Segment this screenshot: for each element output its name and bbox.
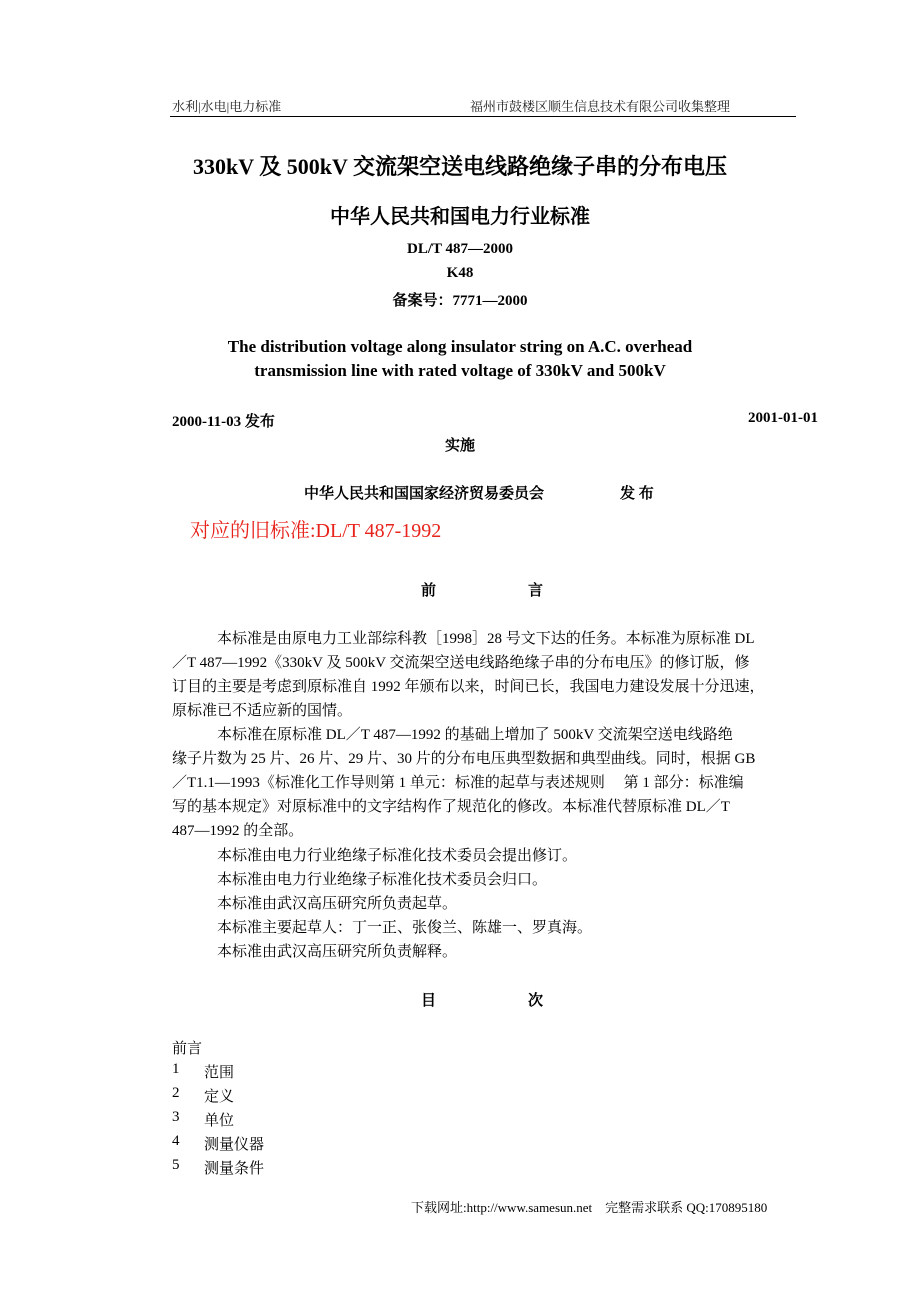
english-title-line1: The distribution voltage along insulator string on A.C. overhead	[227, 337, 693, 356]
foreword-line: 订目的主要是考虑到原标准自 1992 年颁布以来，时间已长，我国电力建设发展十分迅速，	[172, 679, 765, 695]
foreword-line: 本标准是由原电力工业部综科教［1998］28 号文下达的任务。本标准为原标准 DL	[172, 631, 755, 647]
foreword-line: 487—1992 的全部。	[172, 823, 304, 839]
foreword-line: 本标准主要起草人：丁一正、张俊兰、陈雄一、罗真海。	[172, 920, 593, 936]
header-right: 福州市鼓楼区顺生信息技术有限公司收集整理	[470, 99, 731, 114]
foreword-line: 本标准在原标准 DL／T 487—1992 的基础上增加了 500kV 交流架空送电线路绝	[172, 727, 733, 743]
toc-item-number: 5	[172, 1157, 180, 1173]
toc-heading-1: 目	[421, 993, 437, 1009]
toc-item-number: 4	[172, 1133, 180, 1149]
toc-item-units[interactable]: 单位	[204, 1113, 235, 1129]
foreword-heading-2: 言	[528, 583, 544, 599]
class-code: K48	[446, 265, 474, 281]
foreword-line: 写的基本规定》对原标准中的文字结构作了规范化的修改。本标准代替原标准 DL／T	[172, 799, 730, 815]
english-title-line2: transmission line with rated voltage of 330kV and 500kV	[254, 361, 666, 380]
issue-date: 2000-11-03 发布	[172, 414, 275, 430]
toc-item-number: 3	[172, 1109, 180, 1125]
toc-heading-2: 次	[528, 993, 544, 1009]
implementation-date: 2001-01-01	[748, 410, 818, 426]
record-number: 备案号：7771—2000	[392, 293, 528, 309]
issuer: 中华人民共和国国家经济贸易委员会	[304, 486, 545, 502]
header-rule	[170, 116, 796, 117]
issuer-action: 发 布	[620, 486, 654, 502]
document-subtitle: 中华人民共和国电力行业标准	[330, 204, 590, 228]
toc-item-number: 2	[172, 1085, 180, 1101]
old-standard-note: 对应的旧标准:DL/T 487-1992	[190, 520, 442, 542]
toc-item-foreword[interactable]: 前言	[172, 1041, 203, 1057]
toc-item-number: 1	[172, 1061, 180, 1077]
implementation-label: 实施	[444, 438, 475, 454]
foreword-line: 本标准由电力行业绝缘子标准化技术委员会归口。	[172, 872, 548, 888]
foreword-line: 原标准已不适应新的国情。	[172, 703, 353, 719]
foreword-heading-1: 前	[421, 583, 437, 599]
footer-download-info: 下载网址:http://www.samesun.net 完整需求联系 QQ:170895180	[411, 1200, 768, 1215]
foreword-line: 本标准由武汉高压研究所负责起草。	[172, 896, 458, 912]
foreword-line: 本标准由武汉高压研究所负责解释。	[172, 944, 458, 960]
foreword-line: 本标准由电力行业绝缘子标准化技术委员会提出修订。	[172, 848, 578, 864]
toc-item-definitions[interactable]: 定义	[204, 1089, 235, 1105]
document-title: 330kV 及 500kV 交流架空送电线路绝缘子串的分布电压	[193, 154, 727, 179]
header-left: 水利|水电|电力标准	[172, 99, 282, 114]
foreword-line: ／T 487—1992《330kV 及 500kV 交流架空送电线路绝缘子串的分布电压》的修订版，修	[172, 655, 750, 671]
toc-item-instruments[interactable]: 测量仪器	[204, 1137, 265, 1153]
foreword-line: 缘子片数为 25 片、26 片、29 片、30 片的分布电压典型数据和典型曲线。同时，根据 GB	[172, 751, 756, 767]
standard-code: DL/T 487—2000	[407, 241, 513, 257]
toc-item-scope[interactable]: 范围	[204, 1065, 235, 1081]
foreword-line: ／T1.1—1993《标准化工作导则第 1 单元：标准的起草与表述规则 第 1 部分：标准编	[172, 775, 744, 791]
toc-item-conditions[interactable]: 测量条件	[204, 1161, 265, 1177]
